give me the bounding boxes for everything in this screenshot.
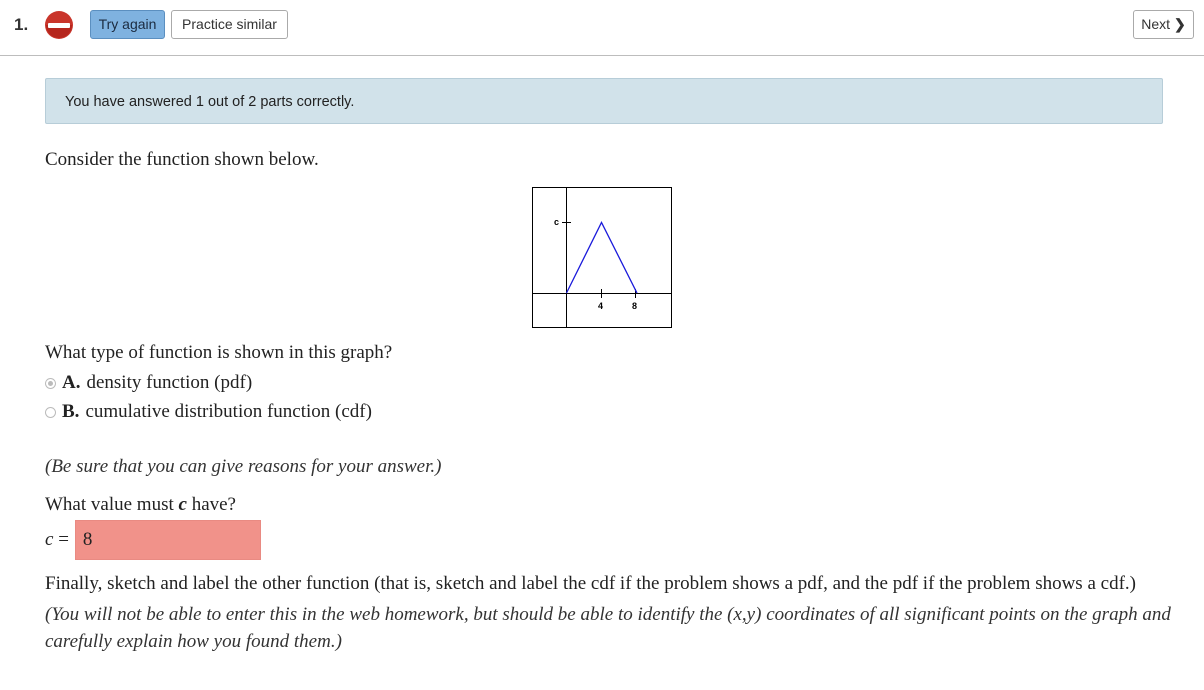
option-a-label: density function (pdf) — [86, 372, 253, 393]
problem-intro: Consider the function shown below. — [45, 149, 319, 170]
finally-note: (You will not be able to enter this in the web homework, but should be able to identify the (x,y) coordinates of all significant points on the graph and carefully explain how you found them.) — [45, 604, 1171, 652]
graph-y-tick-label: c — [554, 217, 560, 227]
option-b-radio[interactable] — [45, 407, 56, 418]
question-text: What type of function is shown in this graph? — [45, 342, 393, 363]
try-again-button[interactable]: Try again — [90, 10, 165, 39]
partial-score-circle-icon — [44, 10, 74, 40]
c-label-equals: = — [53, 529, 69, 550]
option-a-letter: A. — [62, 372, 81, 393]
chevron-right-icon: ❯ — [1173, 16, 1186, 32]
next-button[interactable] — [1133, 10, 1194, 39]
option-b[interactable] — [45, 401, 372, 423]
graph-x-tick-label-8: 8 — [632, 301, 638, 311]
option-a-radio[interactable] — [45, 378, 56, 389]
option-a[interactable] — [45, 372, 252, 394]
c-label-variable: c — [45, 529, 54, 550]
c-question-suffix: have? — [186, 494, 236, 515]
next-label: Next — [1141, 16, 1171, 32]
c-question-prefix: What value must — [45, 494, 179, 515]
finally-instructions: Finally, sketch and label the other function (that is, sketch and label the cdf if the problem shows a pdf, and the pdf if the problem shows a cdf.) — [45, 573, 1136, 594]
reasons-note: (Be sure that you can give reasons for your answer.) — [45, 456, 442, 477]
score-banner-text: You have answered 1 out of 2 parts correctly. — [65, 94, 355, 110]
graph-x-tick-label-4: 4 — [598, 301, 604, 311]
practice-similar-button[interactable]: Practice similar — [171, 10, 288, 39]
option-b-letter: B. — [62, 401, 80, 422]
question-toolbar — [0, 0, 1204, 56]
c-equals-label — [45, 529, 69, 551]
option-b-label: cumulative distribution function (cdf) — [85, 401, 372, 422]
c-answer-row — [45, 520, 261, 560]
c-value-question — [45, 494, 236, 516]
function-graph — [532, 187, 672, 329]
question-number: 1. — [14, 15, 29, 34]
c-question-variable: c — [178, 494, 187, 515]
score-banner — [45, 78, 1163, 124]
c-answer-input[interactable]: 8 — [75, 520, 261, 560]
